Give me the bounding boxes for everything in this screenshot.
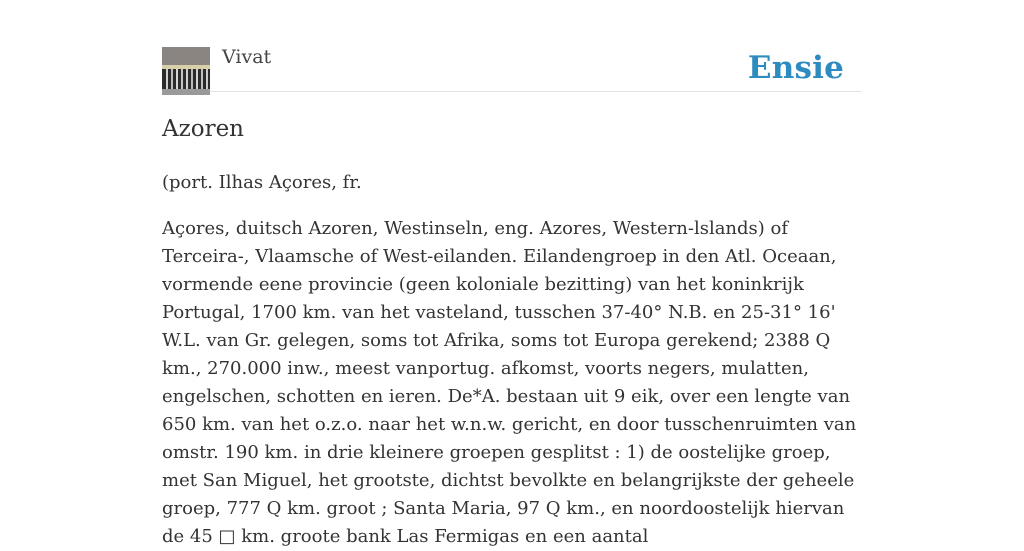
collection-avatar[interactable]: [162, 47, 210, 95]
article-subtitle: (port. Ilhas Açores, fr.: [162, 172, 362, 193]
header: [162, 0, 862, 92]
collection-name-link[interactable]: Vivat: [222, 46, 272, 68]
article-body: Açores, duitsch Azoren, Westinseln, eng. Azores, Western-lslands) of Terceira-, Vlaamsche of West-eilanden. Eilandengroep in den Atl. Oceaan, vormende eene provincie (geen koloniale bezitting) van het koninkrijk Portugal, 1700 km. van het vasteland, tusschen 37-40° N.B. en 25-31° 16' W.L. van Gr. gelegen, soms tot Afrika, soms tot Europa gerekend; 2388 Q km., 270.000 inw., meest vanportug. afkomst, voorts negers, mulatten, engelschen, schotten en ieren. De*A. bestaan uit 9 eik, over een lengte van 650 km. van het o.z.o. naar het w.n.w. gericht, en door tusschenruimten van omstr. 190 km. in drie kleinere groepen gesplitst : 1) de oostelijke groep, met San Miguel, het grootste, dichtst bevolkte en belangrijkste der geheele groep, 777 Q km. groot ; Santa Maria, 97 Q km., en noordoostelijk hiervan de 45 □ km. groote bank Las Fermigas en een aantal: [162, 218, 857, 547]
page: [162, 0, 862, 547]
brand-logo-link[interactable]: Ensie: [747, 50, 844, 86]
article-title: Azoren: [162, 116, 244, 142]
book-spines-icon: [162, 47, 210, 95]
